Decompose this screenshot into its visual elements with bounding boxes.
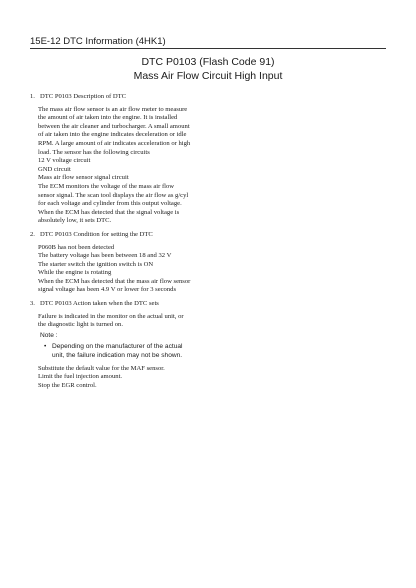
section-body-after-note [38, 365, 386, 391]
body-line: Stop the EGR control. [38, 381, 97, 389]
title-line-1: DTC P0103 (Flash Code 91) [141, 56, 275, 68]
page-title [30, 55, 386, 83]
note-line: unit, the failure indication may not be shown. [52, 352, 183, 360]
section-body [38, 106, 386, 226]
section-description [30, 93, 386, 226]
body-line: 12 V voltage circuit [38, 157, 91, 165]
body-line: The ECM monitors the voltage of the mass air flow [38, 182, 175, 190]
section-heading [30, 231, 386, 240]
section-title: DTC P0103 Description of DTC [40, 93, 127, 100]
body-line: the amount of air taken into the engine. It is installed [38, 114, 178, 122]
title-line-2: Mass Air Flow Circuit High Input [133, 70, 283, 82]
body-line: While the engine is rotating [38, 269, 112, 277]
section-number: 2. [30, 230, 35, 238]
note-line: Depending on the manufacturer of the actual [52, 343, 183, 351]
body-line: load. The sensor has the following circuits [38, 148, 150, 156]
body-line: The mass air flow sensor is an air flow meter to measure [38, 105, 188, 113]
body-line: When the ECM has detected that the mass air flow sensor [38, 277, 191, 285]
body-line: absolutely low, it sets DTC. [38, 217, 112, 225]
note-label: Note : [40, 331, 58, 339]
section-heading [30, 93, 386, 102]
body-line: the diagnostic light is turned on. [38, 321, 123, 329]
body-line: GND circuit [38, 165, 71, 173]
page-header: 15E-12 DTC Information (4HK1) [30, 36, 166, 47]
body-line: Substitute the default value for the MAF sensor. [38, 364, 165, 372]
body-line: When the ECM has detected that the signal voltage is [38, 208, 180, 216]
body-line: Limit the fuel injection amount. [38, 373, 123, 381]
section-condition [30, 231, 386, 295]
body-line: Mass air flow sensor signal circuit [38, 174, 129, 182]
note-text [52, 343, 183, 360]
body-line: P060B has not been detected [38, 243, 115, 251]
section-body [38, 244, 386, 296]
section-title: DTC P0103 Condition for setting the DTC [40, 230, 153, 238]
section-body [38, 313, 386, 330]
body-line: signal voltage has been 4.9 V or lower for 3 seconds [38, 286, 177, 294]
document-body [30, 93, 386, 395]
section-number: 3. [30, 300, 35, 308]
section-heading [30, 300, 386, 309]
body-line: The battery voltage has been between 18 and 32 V [38, 252, 172, 260]
section-action [30, 300, 386, 390]
body-line: between the air cleaner and turbocharger. A small amount [38, 122, 190, 130]
body-line: Failure is indicated in the monitor on the actual unit, or [38, 312, 184, 320]
section-number: 1. [30, 93, 35, 100]
body-line: The starter switch the ignition switch is ON [38, 260, 154, 268]
body-line: of air taken into the engine indicates deceleration or idle [38, 131, 187, 139]
body-line: for each voltage and cylinder from this output voltage. [38, 200, 182, 208]
body-line: RPM. A large amount of air indicates acceleration or high [38, 139, 191, 147]
body-line: sensor signal. The scan tool displays the air flow as g/cyl [38, 191, 189, 199]
bullet-icon: • [44, 343, 47, 351]
note-item [44, 343, 386, 360]
section-title: DTC P0103 Action taken when the DTC sets [40, 300, 159, 308]
header-divider [30, 48, 386, 49]
